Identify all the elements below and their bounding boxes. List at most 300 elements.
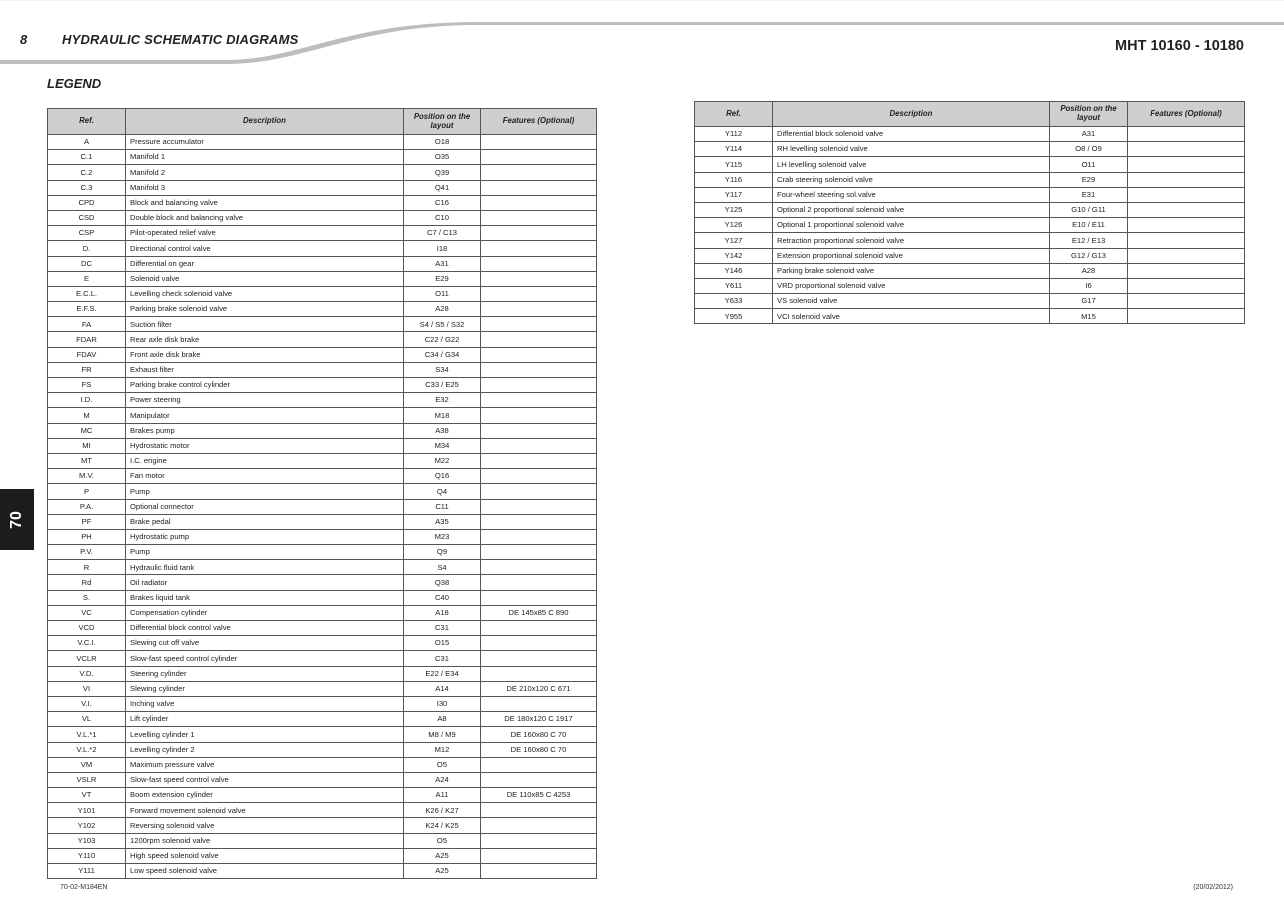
cell-features bbox=[481, 514, 597, 529]
cell-features bbox=[481, 135, 597, 150]
cell-position: C34 / G34 bbox=[404, 347, 481, 362]
cell-ref: Rd bbox=[48, 575, 126, 590]
cell-position: E22 / E34 bbox=[404, 666, 481, 681]
cell-position: M12 bbox=[404, 742, 481, 757]
cell-ref: VL bbox=[48, 712, 126, 727]
cell-ref: Y114 bbox=[695, 142, 773, 157]
cell-features bbox=[481, 757, 597, 772]
cell-ref: P.V. bbox=[48, 545, 126, 560]
model-title: MHT 10160 - 10180 bbox=[1115, 38, 1244, 54]
cell-description: Steering cylinder bbox=[126, 666, 404, 681]
cell-ref: Y116 bbox=[695, 172, 773, 187]
cell-ref: C.1 bbox=[48, 150, 126, 165]
cell-position: Q41 bbox=[404, 180, 481, 195]
table-row bbox=[48, 727, 597, 742]
cell-features bbox=[481, 484, 597, 499]
cell-position: A25 bbox=[404, 848, 481, 863]
header-features: Features (Optional) bbox=[481, 109, 597, 135]
cell-ref: E.F.S. bbox=[48, 302, 126, 317]
cell-description: Inching valve bbox=[126, 696, 404, 711]
cell-position: M23 bbox=[404, 529, 481, 544]
table-row bbox=[48, 818, 597, 833]
cell-position: O11 bbox=[404, 286, 481, 301]
cell-description: I.C. engine bbox=[126, 453, 404, 468]
cell-position: G17 bbox=[1050, 294, 1128, 309]
table-row bbox=[48, 803, 597, 818]
cell-position: O35 bbox=[404, 150, 481, 165]
table-row bbox=[48, 286, 597, 301]
table-row bbox=[48, 772, 597, 787]
cell-position: A31 bbox=[1050, 127, 1128, 142]
cell-ref: Y115 bbox=[695, 157, 773, 172]
table-row bbox=[48, 848, 597, 863]
cell-ref: FR bbox=[48, 362, 126, 377]
cell-ref: Y127 bbox=[695, 233, 773, 248]
cell-features: DE 110x85 C 4253 bbox=[481, 788, 597, 803]
page-number: 8 bbox=[20, 32, 28, 47]
cell-position: S4 / S5 / S32 bbox=[404, 317, 481, 332]
table-row bbox=[695, 278, 1245, 293]
cell-position: C11 bbox=[404, 499, 481, 514]
cell-features bbox=[1128, 233, 1245, 248]
header-position: Position on the layout bbox=[404, 109, 481, 135]
cell-description: Four-wheel steering sol.valve bbox=[773, 187, 1050, 202]
table-row bbox=[695, 248, 1245, 263]
footer-doc-code: 70-02-M184EN bbox=[60, 884, 108, 891]
cell-features bbox=[1128, 218, 1245, 233]
cell-position: G12 / G13 bbox=[1050, 248, 1128, 263]
header-features: Features (Optional) bbox=[1128, 102, 1245, 127]
cell-features bbox=[481, 453, 597, 468]
cell-description: Solenoid valve bbox=[126, 271, 404, 286]
table-row bbox=[48, 271, 597, 286]
table-row bbox=[48, 226, 597, 241]
cell-ref: Y126 bbox=[695, 218, 773, 233]
cell-position: C33 / E25 bbox=[404, 378, 481, 393]
cell-position: M34 bbox=[404, 438, 481, 453]
cell-position: A14 bbox=[404, 681, 481, 696]
cell-description: VS solenoid valve bbox=[773, 294, 1050, 309]
cell-features bbox=[481, 165, 597, 180]
header-description: Description bbox=[773, 102, 1050, 127]
cell-description: 1200rpm solenoid valve bbox=[126, 833, 404, 848]
cell-features bbox=[481, 545, 597, 560]
cell-position: E31 bbox=[1050, 187, 1128, 202]
cell-features bbox=[481, 195, 597, 210]
cell-description: Optional 2 proportional solenoid valve bbox=[773, 202, 1050, 217]
table-row bbox=[48, 469, 597, 484]
cell-ref: Y611 bbox=[695, 278, 773, 293]
cell-features bbox=[481, 621, 597, 636]
cell-description: Differential block control valve bbox=[126, 621, 404, 636]
cell-features bbox=[481, 651, 597, 666]
cell-description: Retraction proportional solenoid valve bbox=[773, 233, 1050, 248]
cell-features bbox=[481, 271, 597, 286]
cell-description: High speed solenoid valve bbox=[126, 848, 404, 863]
cell-description: Extension proportional solenoid valve bbox=[773, 248, 1050, 263]
table-row bbox=[48, 696, 597, 711]
cell-ref: M.V. bbox=[48, 469, 126, 484]
table-row bbox=[695, 294, 1245, 309]
table-row bbox=[695, 309, 1245, 324]
cell-description: Manipulator bbox=[126, 408, 404, 423]
cell-description: VCI solenoid valve bbox=[773, 309, 1050, 324]
table-row bbox=[48, 302, 597, 317]
cell-features bbox=[481, 378, 597, 393]
cell-ref: Y117 bbox=[695, 187, 773, 202]
cell-ref: Y955 bbox=[695, 309, 773, 324]
table-row bbox=[48, 135, 597, 150]
cell-description: Pump bbox=[126, 545, 404, 560]
cell-ref: R bbox=[48, 560, 126, 575]
table-row bbox=[48, 651, 597, 666]
cell-position: C7 / C13 bbox=[404, 226, 481, 241]
table-row bbox=[695, 187, 1245, 202]
table-header-row bbox=[695, 102, 1245, 127]
cell-ref: P bbox=[48, 484, 126, 499]
header-position: Position on the layout bbox=[1050, 102, 1128, 127]
cell-position: C22 / G22 bbox=[404, 332, 481, 347]
cell-description: Optional connector bbox=[126, 499, 404, 514]
header-ref: Ref. bbox=[48, 109, 126, 135]
legend-table-left-body bbox=[48, 135, 597, 879]
cell-position: E12 / E13 bbox=[1050, 233, 1128, 248]
cell-position: E10 / E11 bbox=[1050, 218, 1128, 233]
chapter-tab bbox=[0, 489, 34, 550]
cell-features: DE 160x80 C 70 bbox=[481, 727, 597, 742]
cell-ref: MC bbox=[48, 423, 126, 438]
table-row bbox=[695, 263, 1245, 278]
cell-ref: Y633 bbox=[695, 294, 773, 309]
cell-features bbox=[481, 226, 597, 241]
cell-ref: V.C.I. bbox=[48, 636, 126, 651]
cell-ref: CSP bbox=[48, 226, 126, 241]
table-row bbox=[48, 666, 597, 681]
cell-position: C31 bbox=[404, 651, 481, 666]
cell-ref: A bbox=[48, 135, 126, 150]
cell-description: Brakes pump bbox=[126, 423, 404, 438]
cell-features bbox=[481, 803, 597, 818]
cell-description: Manifold 1 bbox=[126, 150, 404, 165]
cell-features bbox=[481, 286, 597, 301]
table-row bbox=[48, 833, 597, 848]
cell-features bbox=[1128, 202, 1245, 217]
table-row bbox=[695, 127, 1245, 142]
cell-ref: Y102 bbox=[48, 818, 126, 833]
cell-description: Optional 1 proportional solenoid valve bbox=[773, 218, 1050, 233]
table-row bbox=[48, 378, 597, 393]
cell-position: K26 / K27 bbox=[404, 803, 481, 818]
cell-position: A24 bbox=[404, 772, 481, 787]
cell-ref: Y146 bbox=[695, 263, 773, 278]
cell-position: I30 bbox=[404, 696, 481, 711]
cell-description: Maximum pressure valve bbox=[126, 757, 404, 772]
cell-features bbox=[481, 818, 597, 833]
table-row bbox=[48, 636, 597, 651]
table-row bbox=[48, 621, 597, 636]
table-row bbox=[48, 195, 597, 210]
table-row bbox=[48, 742, 597, 757]
table-row bbox=[48, 423, 597, 438]
table-row bbox=[48, 210, 597, 225]
cell-features bbox=[481, 180, 597, 195]
cell-description: Levelling cylinder 2 bbox=[126, 742, 404, 757]
cell-description: Hydrostatic pump bbox=[126, 529, 404, 544]
cell-ref: C.3 bbox=[48, 180, 126, 195]
cell-ref: I.D. bbox=[48, 393, 126, 408]
cell-features bbox=[481, 772, 597, 787]
cell-position: A8 bbox=[404, 712, 481, 727]
cell-description: Pilot-operated relief valve bbox=[126, 226, 404, 241]
cell-features bbox=[1128, 263, 1245, 278]
table-row bbox=[48, 150, 597, 165]
cell-position: Q39 bbox=[404, 165, 481, 180]
cell-position: E32 bbox=[404, 393, 481, 408]
cell-position: G10 / G11 bbox=[1050, 202, 1128, 217]
cell-position: O11 bbox=[1050, 157, 1128, 172]
legend-title: LEGEND bbox=[47, 76, 102, 91]
cell-description: Exhaust filter bbox=[126, 362, 404, 377]
cell-features bbox=[481, 423, 597, 438]
cell-ref: VI bbox=[48, 681, 126, 696]
cell-features bbox=[481, 408, 597, 423]
cell-ref: Y125 bbox=[695, 202, 773, 217]
cell-position: M22 bbox=[404, 453, 481, 468]
table-row bbox=[48, 165, 597, 180]
cell-features bbox=[1128, 309, 1245, 324]
cell-ref: MT bbox=[48, 453, 126, 468]
table-row bbox=[48, 347, 597, 362]
table-row bbox=[48, 453, 597, 468]
cell-position: I6 bbox=[1050, 278, 1128, 293]
cell-description: Low speed solenoid valve bbox=[126, 864, 404, 879]
cell-position: Q9 bbox=[404, 545, 481, 560]
cell-description: Hydrostatic motor bbox=[126, 438, 404, 453]
cell-description: Differential block solenoid valve bbox=[773, 127, 1050, 142]
table-row bbox=[695, 157, 1245, 172]
table-row bbox=[48, 788, 597, 803]
cell-description: Power steering bbox=[126, 393, 404, 408]
cell-features bbox=[481, 529, 597, 544]
cell-ref: S. bbox=[48, 590, 126, 605]
cell-features bbox=[481, 317, 597, 332]
cell-ref: Y103 bbox=[48, 833, 126, 848]
cell-description: Front axle disk brake bbox=[126, 347, 404, 362]
table-row bbox=[48, 256, 597, 271]
cell-description: Parking brake control cylinder bbox=[126, 378, 404, 393]
cell-position: Q38 bbox=[404, 575, 481, 590]
table-header-row bbox=[48, 109, 597, 135]
legend-table-right-body bbox=[695, 127, 1245, 324]
cell-position: O18 bbox=[404, 135, 481, 150]
table-row bbox=[48, 408, 597, 423]
cell-features: DE 180x120 C 1917 bbox=[481, 712, 597, 727]
cell-features bbox=[481, 241, 597, 256]
cell-description: Fan motor bbox=[126, 469, 404, 484]
cell-ref: FS bbox=[48, 378, 126, 393]
cell-ref: V.I. bbox=[48, 696, 126, 711]
cell-position: M15 bbox=[1050, 309, 1128, 324]
cell-position: A28 bbox=[404, 302, 481, 317]
cell-ref: FA bbox=[48, 317, 126, 332]
cell-ref: VCD bbox=[48, 621, 126, 636]
cell-ref: V.D. bbox=[48, 666, 126, 681]
cell-features bbox=[481, 150, 597, 165]
cell-description: LH levelling solenoid valve bbox=[773, 157, 1050, 172]
cell-description: Boom extension cylinder bbox=[126, 788, 404, 803]
cell-ref: E bbox=[48, 271, 126, 286]
cell-features bbox=[481, 347, 597, 362]
cell-ref: Y101 bbox=[48, 803, 126, 818]
cell-features bbox=[1128, 278, 1245, 293]
cell-description: Block and balancing valve bbox=[126, 195, 404, 210]
cell-position: A35 bbox=[404, 514, 481, 529]
cell-position: O5 bbox=[404, 833, 481, 848]
cell-features bbox=[481, 590, 597, 605]
cell-position: C31 bbox=[404, 621, 481, 636]
cell-description: Manifold 2 bbox=[126, 165, 404, 180]
table-row bbox=[695, 142, 1245, 157]
cell-features bbox=[481, 362, 597, 377]
cell-description: Oil radiator bbox=[126, 575, 404, 590]
cell-position: A28 bbox=[1050, 263, 1128, 278]
cell-ref: C.2 bbox=[48, 165, 126, 180]
table-row bbox=[48, 499, 597, 514]
chapter-tab-label: 70 bbox=[7, 510, 25, 529]
cell-features bbox=[481, 438, 597, 453]
cell-position: A11 bbox=[404, 788, 481, 803]
cell-description: VRD proportional solenoid valve bbox=[773, 278, 1050, 293]
table-row bbox=[48, 560, 597, 575]
cell-description: Slow-fast speed control cylinder bbox=[126, 651, 404, 666]
cell-ref: M bbox=[48, 408, 126, 423]
cell-position: K24 / K25 bbox=[404, 818, 481, 833]
cell-ref: CSD bbox=[48, 210, 126, 225]
cell-features bbox=[481, 560, 597, 575]
cell-ref: VT bbox=[48, 788, 126, 803]
cell-ref: E.C.L. bbox=[48, 286, 126, 301]
cell-description: Manifold 3 bbox=[126, 180, 404, 195]
table-row bbox=[48, 332, 597, 347]
cell-description: Lift cylinder bbox=[126, 712, 404, 727]
cell-features: DE 160x80 C 70 bbox=[481, 742, 597, 757]
table-row bbox=[48, 712, 597, 727]
cell-ref: FDAV bbox=[48, 347, 126, 362]
cell-position: S4 bbox=[404, 560, 481, 575]
cell-ref: V.L.*1 bbox=[48, 727, 126, 742]
cell-description: Pressure accumulator bbox=[126, 135, 404, 150]
cell-position: Q16 bbox=[404, 469, 481, 484]
table-row bbox=[48, 362, 597, 377]
section-title: HYDRAULIC SCHEMATIC DIAGRAMS bbox=[62, 32, 299, 47]
cell-ref: V.L.*2 bbox=[48, 742, 126, 757]
cell-features bbox=[1128, 294, 1245, 309]
cell-description: Brakes liquid tank bbox=[126, 590, 404, 605]
cell-position: A25 bbox=[404, 864, 481, 879]
table-row bbox=[48, 545, 597, 560]
cell-features bbox=[481, 864, 597, 879]
cell-description: Suction filter bbox=[126, 317, 404, 332]
cell-features bbox=[481, 575, 597, 590]
cell-ref: Y111 bbox=[48, 864, 126, 879]
cell-description: Reversing solenoid valve bbox=[126, 818, 404, 833]
cell-features bbox=[481, 848, 597, 863]
cell-position: O8 / O9 bbox=[1050, 142, 1128, 157]
cell-description: Compensation cylinder bbox=[126, 605, 404, 620]
cell-description: Slewing cut off valve bbox=[126, 636, 404, 651]
cell-position: M18 bbox=[404, 408, 481, 423]
cell-position: M8 / M9 bbox=[404, 727, 481, 742]
cell-description: Rear axle disk brake bbox=[126, 332, 404, 347]
cell-position: C40 bbox=[404, 590, 481, 605]
cell-description: Forward movement solenoid valve bbox=[126, 803, 404, 818]
cell-position: C10 bbox=[404, 210, 481, 225]
cell-position: S34 bbox=[404, 362, 481, 377]
table-row bbox=[48, 438, 597, 453]
cell-description: Levelling check solenoid valve bbox=[126, 286, 404, 301]
cell-description: Slow-fast speed control valve bbox=[126, 772, 404, 787]
cell-description: Hydraulic fluid tank bbox=[126, 560, 404, 575]
cell-ref: VSLR bbox=[48, 772, 126, 787]
cell-features bbox=[481, 696, 597, 711]
cell-position: O5 bbox=[404, 757, 481, 772]
footer-date: (20/02/2012) bbox=[1193, 884, 1233, 891]
legend-table-right bbox=[694, 101, 1245, 324]
table-row bbox=[48, 317, 597, 332]
cell-position: E29 bbox=[404, 271, 481, 286]
cell-ref: VCLR bbox=[48, 651, 126, 666]
cell-description: Directional control valve bbox=[126, 241, 404, 256]
cell-position: A31 bbox=[404, 256, 481, 271]
cell-features bbox=[1128, 142, 1245, 157]
table-row bbox=[695, 172, 1245, 187]
cell-features bbox=[481, 469, 597, 484]
table-row bbox=[48, 393, 597, 408]
cell-features bbox=[481, 332, 597, 347]
cell-ref: VM bbox=[48, 757, 126, 772]
cell-description: Differential on gear bbox=[126, 256, 404, 271]
cell-features bbox=[481, 256, 597, 271]
table-row bbox=[695, 233, 1245, 248]
cell-ref: PF bbox=[48, 514, 126, 529]
header-description: Description bbox=[126, 109, 404, 135]
cell-features: DE 210x120 C 671 bbox=[481, 681, 597, 696]
cell-description: Parking brake solenoid valve bbox=[773, 263, 1050, 278]
cell-ref: VC bbox=[48, 605, 126, 620]
cell-description: RH levelling solenoid valve bbox=[773, 142, 1050, 157]
table-row bbox=[48, 514, 597, 529]
cell-ref: Y112 bbox=[695, 127, 773, 142]
cell-features bbox=[481, 833, 597, 848]
cell-features bbox=[481, 636, 597, 651]
table-row bbox=[48, 681, 597, 696]
cell-features bbox=[1128, 248, 1245, 263]
table-row bbox=[48, 575, 597, 590]
header-ref: Ref. bbox=[695, 102, 773, 127]
table-row bbox=[695, 218, 1245, 233]
cell-position: E29 bbox=[1050, 172, 1128, 187]
cell-ref: CPD bbox=[48, 195, 126, 210]
cell-ref: MI bbox=[48, 438, 126, 453]
cell-ref: D. bbox=[48, 241, 126, 256]
cell-position: A38 bbox=[404, 423, 481, 438]
cell-ref: Y110 bbox=[48, 848, 126, 863]
cell-features bbox=[1128, 172, 1245, 187]
cell-description: Slewing cylinder bbox=[126, 681, 404, 696]
table-row bbox=[48, 484, 597, 499]
cell-features bbox=[481, 666, 597, 681]
table-row bbox=[48, 864, 597, 879]
